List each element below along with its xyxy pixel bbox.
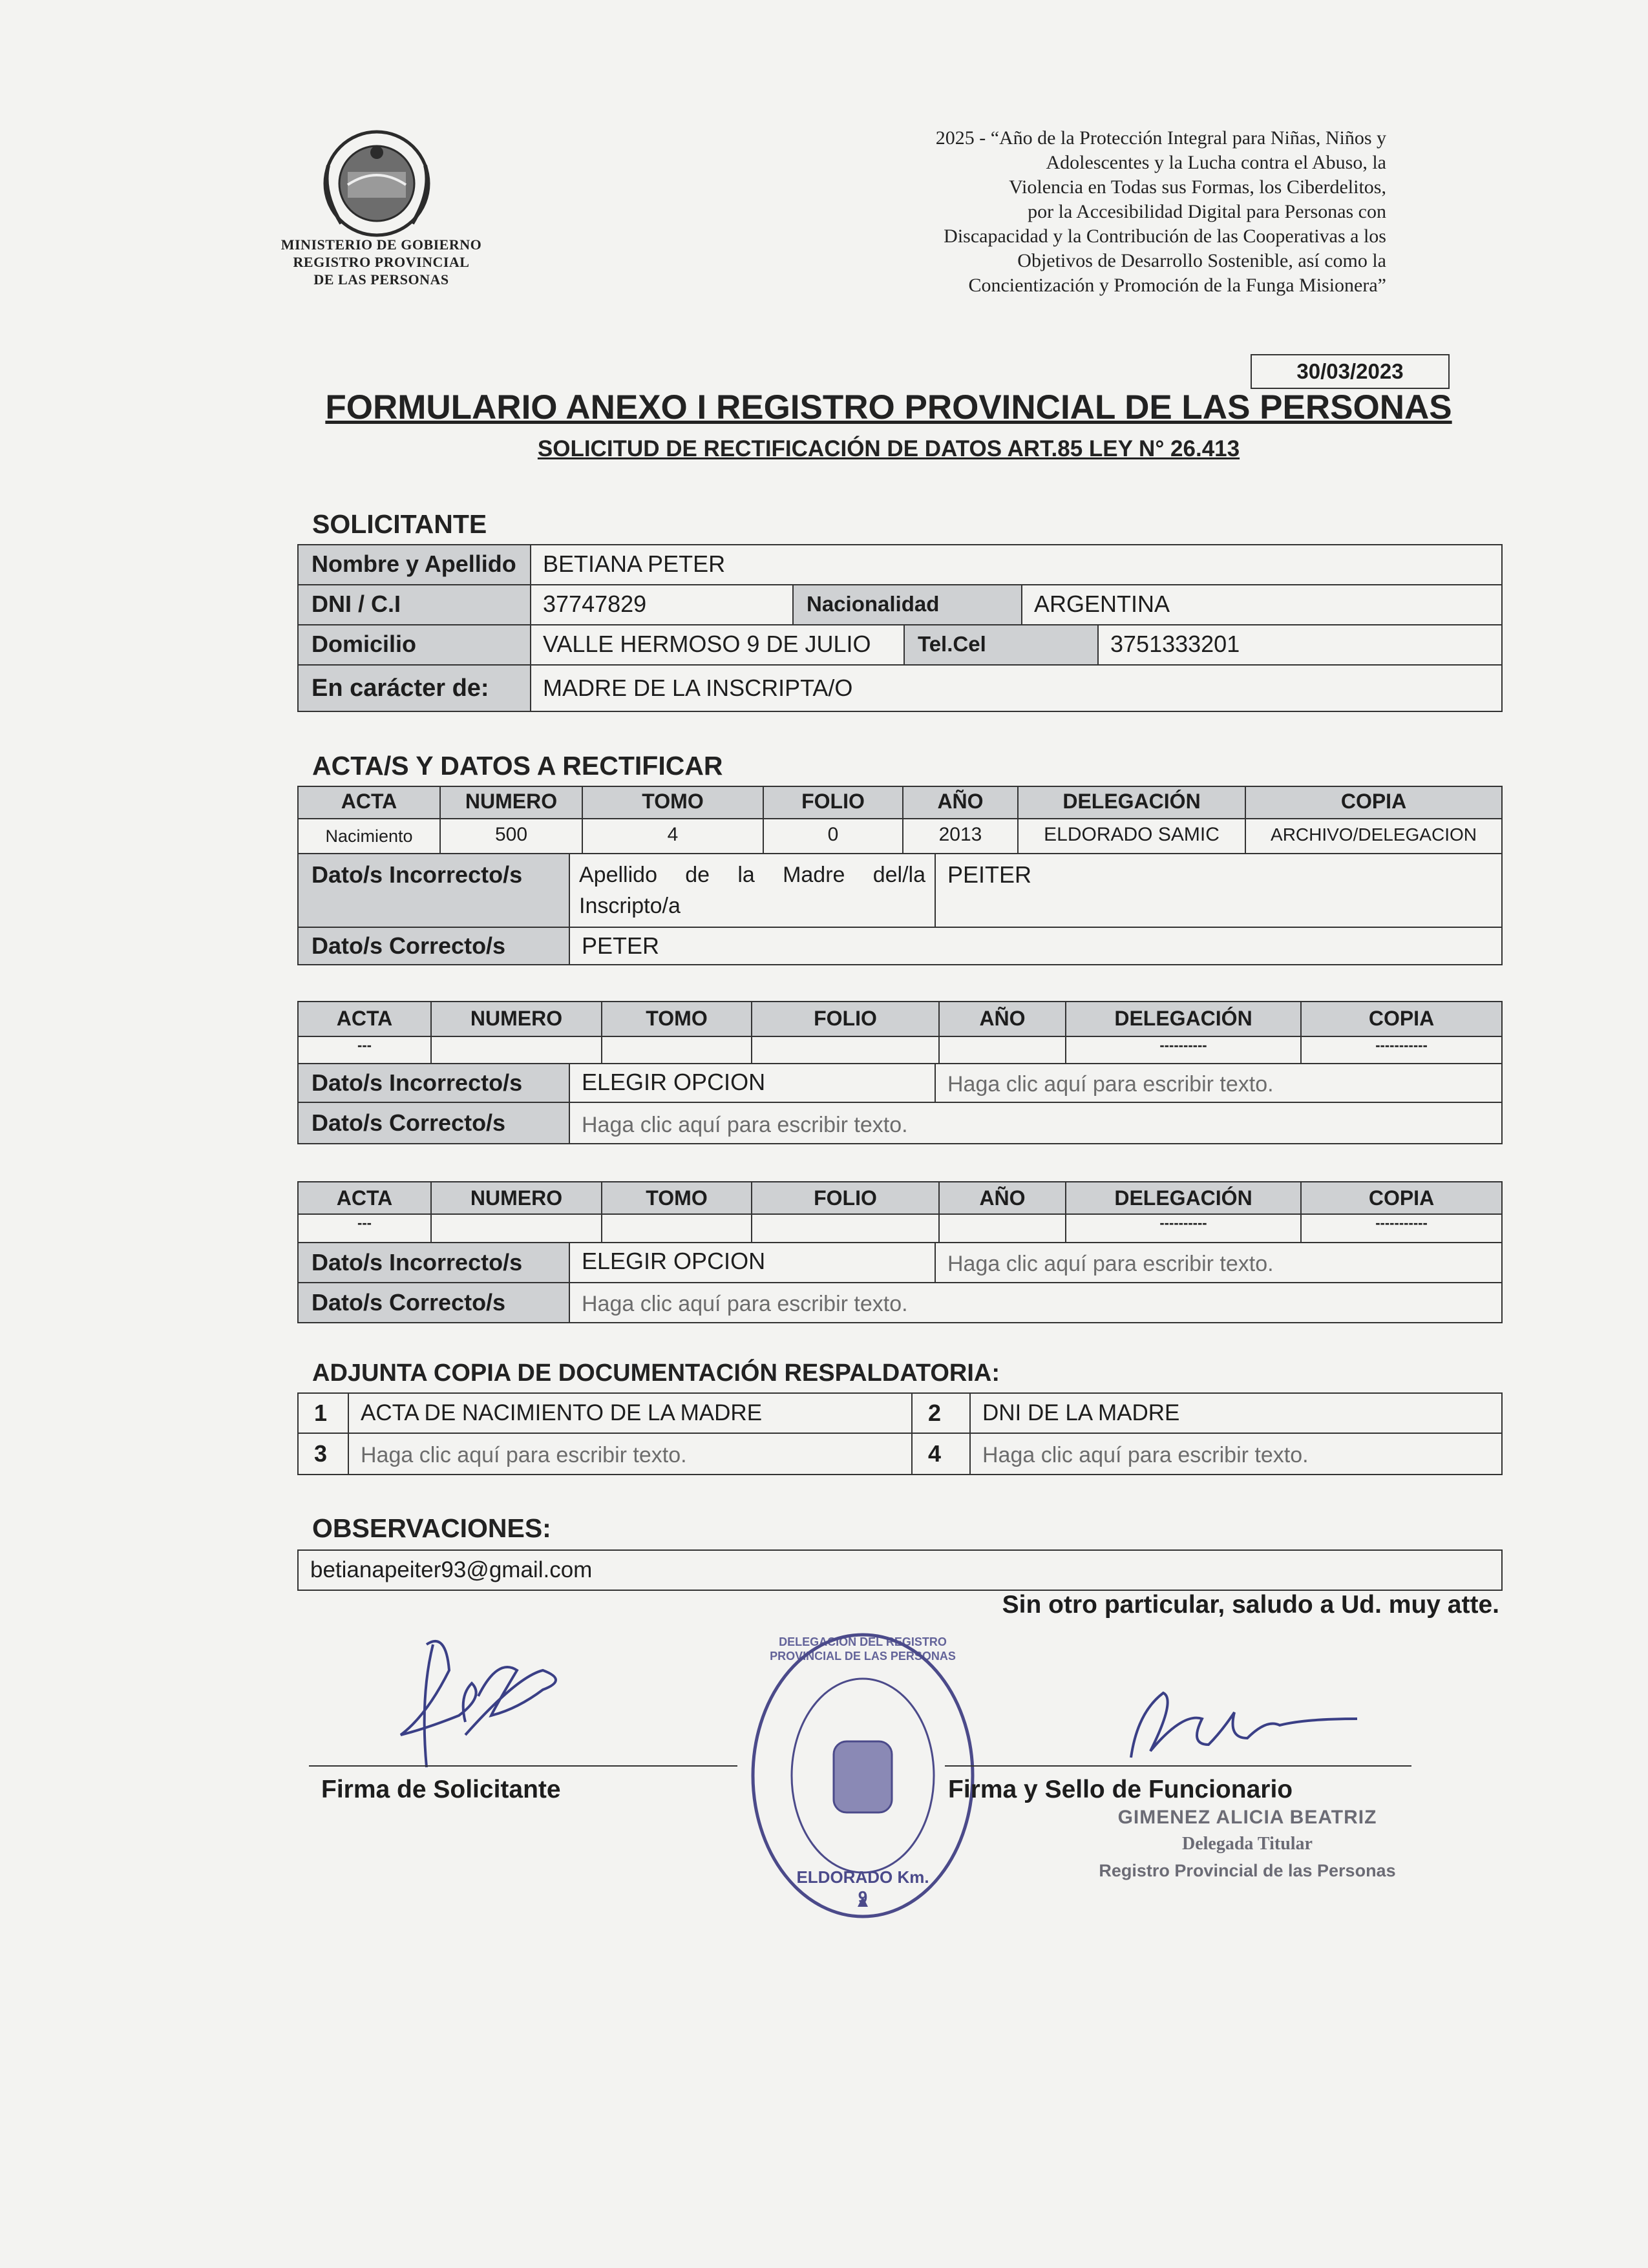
field-tel[interactable]: 3751333201 xyxy=(1097,624,1503,666)
col-header-copia: COPIA xyxy=(1300,1001,1503,1037)
col-header-acta: ACTA xyxy=(297,1181,432,1215)
form-subtitle: SOLICITUD DE RECTIFICACIÓN DE DATOS ART.85 LEY N° 26.413 xyxy=(537,436,1240,461)
col-header-delegacion: DELEGACIÓN xyxy=(1017,786,1246,819)
field-dni[interactable]: 37747829 xyxy=(530,584,794,625)
attachment-field[interactable]: Haga clic aquí para escribir texto. xyxy=(969,1433,1503,1475)
ministry-line-2: REGISTRO PROVINCIAL xyxy=(293,254,470,270)
field-incorrect-field[interactable] xyxy=(569,853,936,928)
label-dato-correcto: Dato/s Correcto/s xyxy=(297,1102,570,1144)
motto-line: 2025 - “Año de la Protección Integral para Niñas, Niños y xyxy=(935,127,1386,149)
col-header-folio: FOLIO xyxy=(751,1001,940,1037)
attachment-number: 3 xyxy=(297,1433,349,1475)
official-role: Delegada Titular xyxy=(1182,1834,1313,1854)
motto-line: Objetivos de Desarrollo Sostenible, así como la xyxy=(1017,250,1386,271)
stamp-bottom-text: ELDORADO Km. 9 xyxy=(796,1867,929,1907)
attachment-field[interactable]: ACTA DE NACIMIENTO DE LA MADRE xyxy=(348,1392,913,1434)
attachment-field[interactable]: DNI DE LA MADRE xyxy=(969,1392,1503,1434)
form-title: FORMULARIO ANEXO I REGISTRO PROVINCIAL DE LAS PERSONAS xyxy=(325,388,1452,426)
col-header-numero: NUMERO xyxy=(430,1001,602,1037)
cell-copia[interactable]: ARCHIVO/DELEGACION xyxy=(1245,818,1503,854)
applicant-signature xyxy=(388,1619,582,1787)
field-domicilio[interactable]: VALLE HERMOSO 9 DE JULIO xyxy=(530,624,905,666)
cell-numero[interactable]: 500 xyxy=(439,818,583,854)
field-correct-value[interactable]: PETER xyxy=(569,927,1503,965)
cell-folio[interactable] xyxy=(751,1036,940,1064)
label-dato-correcto: Dato/s Correcto/s xyxy=(297,1282,570,1323)
handwritten-signature-icon xyxy=(1112,1674,1370,1777)
col-header-ano: AÑO xyxy=(938,1001,1066,1037)
col-header-copia: COPIA xyxy=(1245,786,1503,819)
ministry-block xyxy=(271,236,491,288)
field-caracter[interactable]: MADRE DE LA INSCRIPTA/O xyxy=(530,664,1503,712)
col-header-folio: FOLIO xyxy=(751,1181,940,1215)
col-header-tomo: TOMO xyxy=(582,786,764,819)
field-incorrect-value[interactable]: Haga clic aquí para escribir texto. xyxy=(935,1242,1503,1283)
incorrect-field-text: Apellido de la Madre del/la Inscripto/a xyxy=(579,863,925,918)
motto-line: por la Accesibilidad Digital para Personas con xyxy=(1028,201,1386,222)
field-incorrect-value[interactable]: Haga clic aquí para escribir texto. xyxy=(935,1063,1503,1103)
official-office: Registro Provincial de las Personas xyxy=(1099,1861,1396,1880)
date-field[interactable]: 30/03/2023 xyxy=(1251,354,1450,389)
cell-tomo[interactable] xyxy=(601,1213,752,1243)
motto-line: Adolescentes y la Lucha contra el Abuso, la xyxy=(1046,152,1386,173)
attachment-number: 2 xyxy=(911,1392,971,1434)
cell-copia[interactable]: ----------- xyxy=(1300,1213,1503,1243)
cell-folio[interactable] xyxy=(751,1213,940,1243)
section-title-solicitante: SOLICITANTE xyxy=(312,509,487,539)
cell-acta[interactable]: --- xyxy=(297,1213,432,1243)
cell-numero[interactable] xyxy=(430,1213,602,1243)
section-title-observaciones: OBSERVACIONES: xyxy=(312,1513,551,1543)
cell-acta[interactable]: --- xyxy=(297,1036,432,1064)
official-name: GIMENEZ ALICIA BEATRIZ xyxy=(1117,1807,1377,1828)
cell-ano[interactable] xyxy=(938,1036,1066,1064)
select-incorrect-field[interactable]: ELEGIR OPCION xyxy=(569,1242,936,1283)
official-signature xyxy=(1112,1674,1370,1777)
col-header-ano: AÑO xyxy=(938,1181,1066,1215)
label-domicilio: Domicilio xyxy=(297,624,531,666)
seal-emblem-icon xyxy=(315,127,438,240)
col-header-tomo: TOMO xyxy=(601,1001,752,1037)
col-header-delegacion: DELEGACIÓN xyxy=(1065,1181,1302,1215)
applicant-signature-label: Firma de Solicitante xyxy=(321,1776,561,1803)
section-title-actas: ACTA/S Y DATOS A RECTIFICAR xyxy=(312,751,723,781)
handwritten-signature-icon xyxy=(388,1619,582,1787)
cell-acta[interactable]: Nacimiento xyxy=(297,818,441,854)
field-nacionalidad[interactable]: ARGENTINA xyxy=(1021,584,1503,625)
attachment-field[interactable]: Haga clic aquí para escribir texto. xyxy=(348,1433,913,1475)
label-caracter: En carácter de: xyxy=(297,664,531,712)
label-dato-incorrecto: Dato/s Incorrecto/s xyxy=(297,1242,570,1283)
col-header-folio: FOLIO xyxy=(763,786,903,819)
field-correct-value[interactable]: Haga clic aquí para escribir texto. xyxy=(569,1282,1503,1323)
motto-line: Discapacidad y la Contribución de las Cooperativas a los xyxy=(944,226,1386,247)
cell-tomo[interactable]: 4 xyxy=(582,818,764,854)
cell-delegacion[interactable]: ---------- xyxy=(1065,1213,1302,1243)
label-nacionalidad: Nacionalidad xyxy=(792,584,1022,625)
observaciones-field[interactable]: betianapeiter93@gmail.com xyxy=(297,1549,1503,1591)
attachment-number: 1 xyxy=(297,1392,349,1434)
closing-text: Sin otro particular, saludo a Ud. muy atte. xyxy=(1002,1591,1499,1619)
field-correct-value[interactable]: Haga clic aquí para escribir texto. xyxy=(569,1102,1503,1144)
col-header-acta: ACTA xyxy=(297,786,441,819)
motto-line: Violencia en Todas sus Formas, los Ciberdelitos, xyxy=(1009,176,1386,198)
year-motto xyxy=(743,126,1386,298)
col-header-numero: NUMERO xyxy=(439,786,583,819)
select-incorrect-field[interactable]: ELEGIR OPCION xyxy=(569,1063,936,1103)
cell-tomo[interactable] xyxy=(601,1036,752,1064)
label-nombre: Nombre y Apellido xyxy=(297,544,531,585)
official-signature-label: Firma y Sello de Funcionario xyxy=(948,1776,1293,1803)
label-dni: DNI / C.I xyxy=(297,584,531,625)
col-header-delegacion: DELEGACIÓN xyxy=(1065,1001,1302,1037)
cell-numero[interactable] xyxy=(430,1036,602,1064)
cell-delegacion[interactable]: ELDORADO SAMIC xyxy=(1017,818,1246,854)
stamp-ring-text: DELEGACION DEL REGISTRO PROVINCIAL DE LAS PERSONAS xyxy=(770,1635,956,1663)
applicant-signature-line xyxy=(309,1765,737,1767)
cell-ano[interactable] xyxy=(938,1213,1066,1243)
col-header-acta: ACTA xyxy=(297,1001,432,1037)
official-signature-line xyxy=(945,1765,1411,1767)
col-header-ano: AÑO xyxy=(902,786,1019,819)
col-header-tomo: TOMO xyxy=(601,1181,752,1215)
col-header-numero: NUMERO xyxy=(430,1181,602,1215)
label-dato-incorrecto: Dato/s Incorrecto/s xyxy=(297,1063,570,1103)
cell-ano[interactable]: 2013 xyxy=(902,818,1019,854)
cell-copia[interactable]: ----------- xyxy=(1300,1036,1503,1064)
ministry-line-3: DE LAS PERSONAS xyxy=(313,271,449,288)
provincial-seal xyxy=(315,127,438,240)
field-incorrect-value[interactable]: PEITER xyxy=(935,853,1503,928)
motto-line: Concientización y Promoción de la Funga Misionera” xyxy=(968,275,1386,296)
label-dato-incorrecto: Dato/s Incorrecto/s xyxy=(297,853,570,928)
field-nombre[interactable]: BETIANA PETER xyxy=(530,544,1503,585)
ministry-line-1: MINISTERIO DE GOBIERNO xyxy=(280,236,482,253)
section-title-adjunta: ADJUNTA COPIA DE DOCUMENTACIÓN RESPALDATORIA: xyxy=(312,1360,1000,1387)
col-header-copia: COPIA xyxy=(1300,1181,1503,1215)
attachment-number: 4 xyxy=(911,1433,971,1475)
cell-folio[interactable]: 0 xyxy=(763,818,903,854)
label-dato-correcto: Dato/s Correcto/s xyxy=(297,927,570,965)
cell-delegacion[interactable]: ---------- xyxy=(1065,1036,1302,1064)
label-tel: Tel.Cel xyxy=(903,624,1099,666)
